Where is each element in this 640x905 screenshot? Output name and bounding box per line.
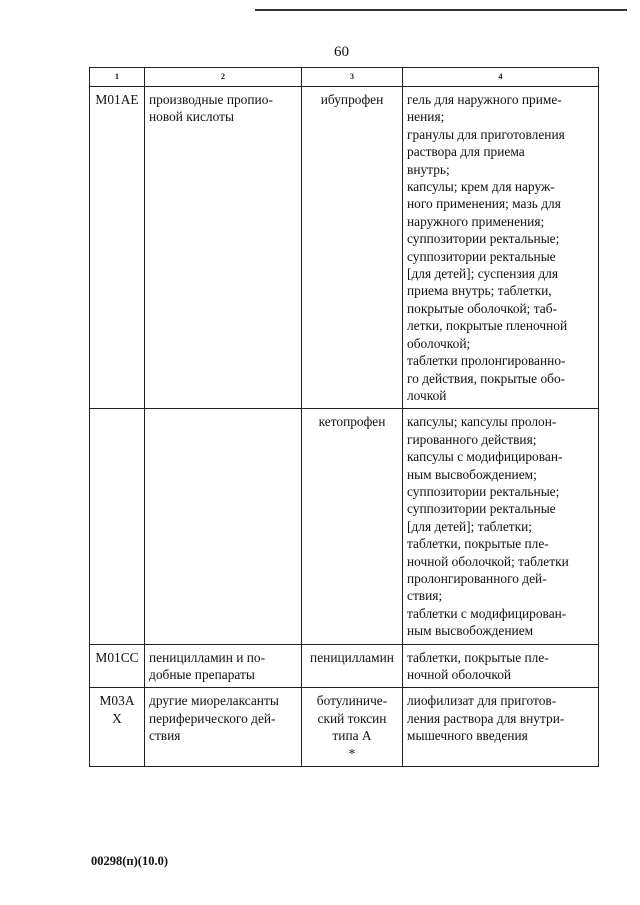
atc-code-cell xyxy=(90,644,145,688)
atc-code-cell xyxy=(90,688,145,767)
forms-line: суппозитории ректальные xyxy=(407,248,556,264)
group-line: периферического дей- xyxy=(149,710,276,726)
drug-name-cell xyxy=(302,688,403,767)
table-row xyxy=(90,644,599,688)
forms-line: оболочкой; xyxy=(407,335,471,351)
forms-line: нения; xyxy=(407,109,445,125)
forms-line: наружного применения; xyxy=(407,213,545,229)
forms-line: гель для наружного приме- xyxy=(407,92,562,107)
forms-line: приема внутрь; таблетки, xyxy=(407,283,552,299)
header-row xyxy=(90,68,599,87)
header-col-2: 2 xyxy=(145,68,302,87)
group-line: пеницилламин и по- xyxy=(149,649,266,665)
forms-line: гированного действия; xyxy=(407,431,537,447)
drug-line: ибупрофен xyxy=(320,92,384,107)
atc-code-cell xyxy=(90,87,145,409)
forms-line: капсулы; капсулы пролон- xyxy=(407,414,557,430)
forms-line: суппозитории ректальные; xyxy=(407,231,560,247)
table-row xyxy=(90,87,599,409)
forms-line: суппозитории ректальные xyxy=(407,501,556,517)
atc-code-line: M03A xyxy=(99,693,135,709)
top-rule xyxy=(255,9,627,11)
group-name-cell xyxy=(145,87,302,409)
forms-line: ным высвобождением xyxy=(407,623,534,639)
header-col-4: 4 xyxy=(403,68,599,87)
atc-code-cell xyxy=(90,409,145,644)
group-line: добные препараты xyxy=(149,667,255,682)
forms-line: ным высвобождением; xyxy=(407,466,537,482)
drug-name-cell xyxy=(302,87,403,409)
drug-table xyxy=(89,67,599,767)
header-col-1: 1 xyxy=(90,68,145,87)
forms-line: таблетки с модифицирован- xyxy=(407,605,567,621)
forms-line: ночной оболочкой; таблетки xyxy=(407,553,569,569)
forms-line: таблетки, покрытые пле- xyxy=(407,649,549,665)
forms-line: таблетки, покрытые пле- xyxy=(407,536,549,552)
forms-line: лочкой xyxy=(407,387,447,403)
atc-code-line: X xyxy=(112,710,122,726)
header-col-3: 3 xyxy=(302,68,403,87)
group-line: производные пропио- xyxy=(149,92,273,107)
dosage-forms-cell xyxy=(403,409,599,644)
dosage-forms-cell xyxy=(403,87,599,409)
forms-line: ления раствора для внутри- xyxy=(407,710,565,726)
document-code: 00298(п)(10.0) xyxy=(91,854,168,868)
drug-line: ский токсин xyxy=(317,710,387,726)
forms-line: пролонгированного дей- xyxy=(407,570,547,586)
dosage-forms-cell xyxy=(403,688,599,767)
drug-line: типа А xyxy=(332,728,372,744)
forms-line: капсулы с модифицирован- xyxy=(407,449,563,465)
forms-line: покрытые оболочкой; таб- xyxy=(407,300,557,316)
atc-code-line: M01CC xyxy=(95,649,139,665)
dosage-forms-cell xyxy=(403,644,599,688)
forms-line: суппозитории ректальные; xyxy=(407,483,560,499)
drug-line: кетопрофен xyxy=(318,414,386,430)
group-name-cell xyxy=(145,688,302,767)
group-line: новой кислоты xyxy=(149,109,234,125)
forms-line: ночной оболочкой xyxy=(407,667,512,682)
drug-name-cell xyxy=(302,644,403,688)
group-name-cell xyxy=(145,409,302,644)
forms-line: [для детей]; суспензия для xyxy=(407,266,559,282)
forms-line: [для детей]; таблетки; xyxy=(407,518,533,534)
table-row xyxy=(90,688,599,767)
forms-line: гранулы для приготовления xyxy=(407,126,565,142)
forms-line: таблетки пролонгированно- xyxy=(407,353,566,369)
forms-line: ствия; xyxy=(407,588,443,604)
forms-line: мышечного введения xyxy=(407,728,528,744)
forms-line: го действия, покрытые обо- xyxy=(407,370,566,386)
forms-line: ного применения; мазь для xyxy=(407,196,561,212)
drug-name-cell xyxy=(302,409,403,644)
forms-line: раствора для приема xyxy=(407,144,525,160)
forms-line: внутрь; xyxy=(407,161,450,177)
page-number: 60 xyxy=(334,44,349,60)
forms-line: лиофилизат для приготов- xyxy=(407,693,557,709)
forms-line: капсулы; крем для наруж- xyxy=(407,179,555,195)
drug-line: * xyxy=(348,745,356,761)
group-line: ствия xyxy=(149,728,181,744)
group-line: другие миорелаксанты xyxy=(149,693,279,709)
group-name-cell xyxy=(145,644,302,688)
drug-line: пеницилламин xyxy=(310,649,394,665)
drug-line: ботулиниче- xyxy=(316,693,388,709)
forms-line: летки, покрытые пленочной xyxy=(407,318,568,334)
atc-code-line: M01AE xyxy=(95,92,139,107)
table-row xyxy=(90,409,599,644)
